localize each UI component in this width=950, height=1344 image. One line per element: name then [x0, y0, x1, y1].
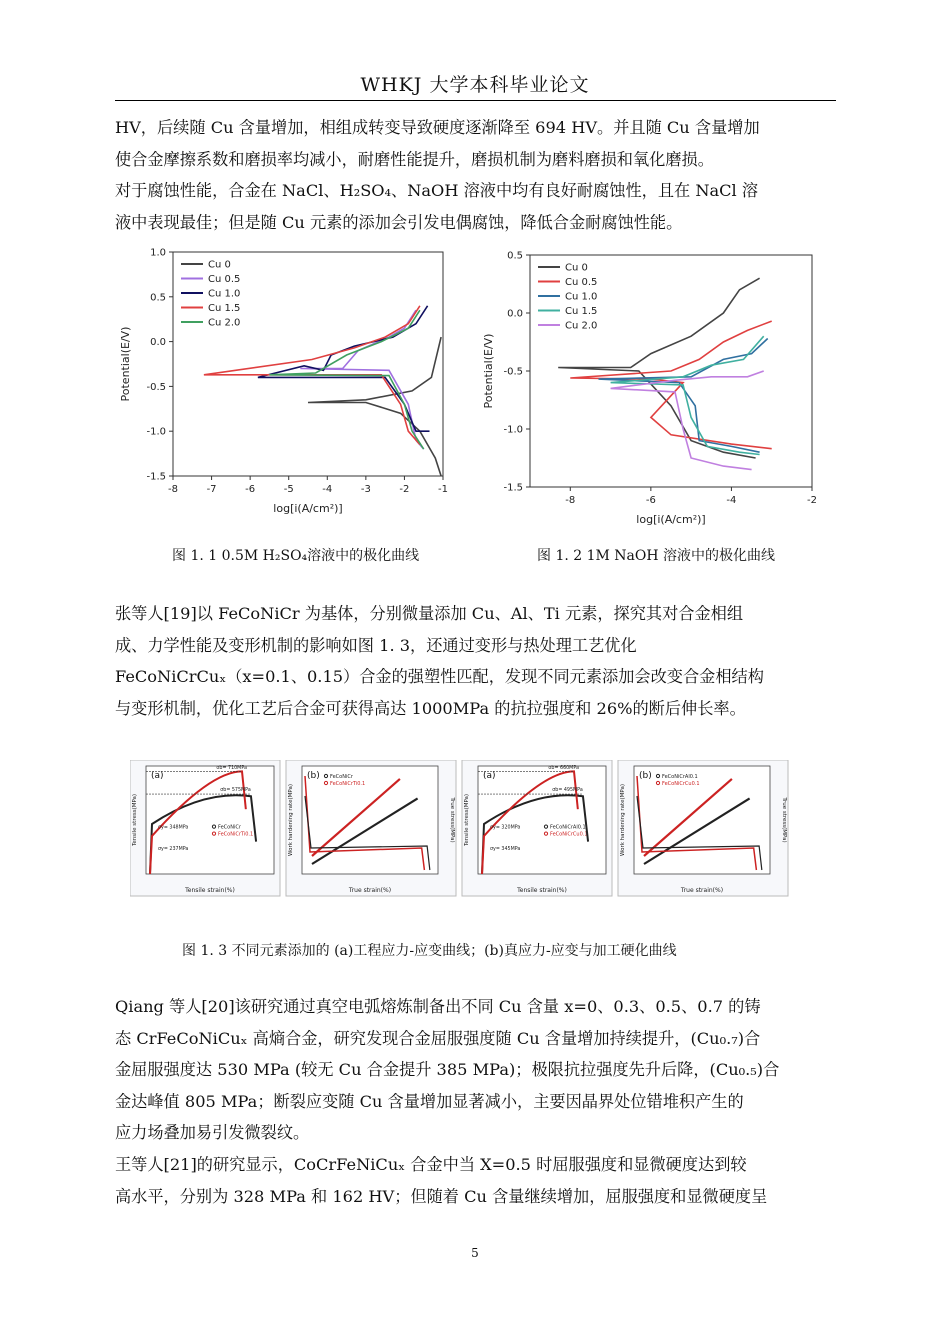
x-axis-label: Tensile strain(%): [517, 887, 567, 894]
text-line: 对于腐蚀性能，合金在 NaCl、H₂SO₄、NaOH 溶液中均有良好耐腐蚀性，且在 NaCl 溶: [115, 181, 759, 200]
x-tick-label: -2: [807, 495, 817, 506]
y-tick-label: -1.5: [146, 471, 166, 483]
figure-caption-1: 图 1. 1 0.5M H₂SO₄溶液中的极化曲线: [172, 548, 420, 564]
y-tick-label: 0.5: [150, 292, 166, 304]
x-tick-label: -8: [168, 484, 178, 495]
legend-label: Cu 0.5: [208, 274, 241, 285]
annotation: σb= 710MPa: [216, 766, 247, 772]
text-line: 与变形机制，优化工艺后合金可获得高达 1000MPa 的抗拉强度和 26%的断后伸长率。: [115, 698, 746, 718]
text-line: 使合金摩擦系数和磨损率均减小，耐磨性能提升，磨损机制为磨料磨损和氧化磨损。: [115, 149, 714, 169]
figure-caption-3: 图 1. 3 不同元素添加的 (a)工程应力-应变曲线；(b)真应力-应变与加工硬化曲线: [182, 943, 677, 959]
y-tick-label: -1.5: [503, 482, 523, 494]
text-line: 态 CrFeCoNiCuₓ 高熵合金，研究发现合金屈服强度随 Cu 含量增加持续提升，(Cu₀.₇)合: [115, 1028, 761, 1048]
page-header: WHKJ 大学本科毕业论文: [360, 74, 590, 96]
x-axis-label: log[i(A/cm²)]: [636, 513, 706, 526]
annotation: σb= 495MPa: [552, 787, 583, 793]
text-line: 王等人[21]的研究显示，CoCrFeNiCuₓ 合金中当 X=0.5 时屈服强度和显微硬度达到较: [115, 1155, 747, 1174]
annotation: σb= 660MPa: [548, 766, 579, 772]
text-line: 张等人[19]以 FeCoNiCr 为基体，分别微量添加 Cu、Al、Ti 元素，探究其对合金相组: [115, 604, 744, 623]
annotation: σy= 348MPa: [158, 825, 189, 831]
x-tick-label: -6: [245, 484, 256, 495]
x-axis-label: log[i(A/cm²)]: [273, 502, 343, 515]
legend-label: Cu 1.5: [565, 306, 598, 317]
plot-frame: [173, 252, 443, 476]
text-line: 金屈服强度达 530 MPa (较无 Cu 合金提升 385 MPa)；极限抗拉强度先升后降，(Cu₀.₅)合: [115, 1060, 780, 1079]
y-axis-label: Tensile stress(MPa): [464, 793, 470, 847]
y-tick-label: -1.0: [146, 426, 166, 438]
text-line: Qiang 等人[20]该研究通过真空电弧熔炼制备出不同 Cu 含量 x=0、0.3、0.5、0.7 的铸: [115, 997, 761, 1016]
y-axis-label: Work hardening rate(MPa): [620, 784, 626, 856]
y2-axis-label: True stress(MPa): [781, 797, 787, 843]
x-tick-label: -3: [360, 484, 371, 495]
legend-label: FeCoNiCrTi0.1: [330, 781, 366, 787]
text-line: 液中表现最佳；但是随 Cu 元素的添加会引发电偶腐蚀，降低合金耐腐蚀性能。: [115, 212, 683, 232]
panel-label: (b): [307, 771, 320, 781]
y-axis-label: Potential(E/V): [482, 333, 495, 409]
y-tick-label: -1.0: [503, 424, 523, 436]
legend-label: Cu 0: [565, 262, 588, 274]
annotation: σy= 237MPa: [158, 847, 189, 853]
legend-label: Cu 1.5: [208, 303, 241, 314]
figure-caption-2: 图 1. 2 1M NaOH 溶液中的极化曲线: [537, 548, 776, 564]
paragraph-2: [115, 598, 836, 724]
x-axis-label: True strain(%): [348, 887, 392, 894]
legend-label: FeCoNiCrTi0.1: [218, 831, 254, 838]
legend-label: Cu 1.0: [208, 288, 241, 300]
y-axis-label: Work hardening rate(MPa): [288, 784, 294, 856]
text-line: 金达峰值 805 MPa；断裂应变随 Cu 含量增加显著减小，主要因晶界处位错堆积产生的: [115, 1091, 744, 1111]
legend-label: Cu 2.0: [565, 320, 598, 332]
legend-label: Cu 0: [208, 259, 231, 271]
y-axis-label: Potential(E/V): [119, 326, 132, 402]
legend-label: FeCoNiCr: [330, 774, 353, 780]
x-tick-label: -8: [565, 495, 576, 506]
paragraph-1: [115, 112, 836, 238]
paragraph-4: [115, 1149, 836, 1212]
series-line: [300, 310, 423, 449]
x-tick-label: -4: [322, 484, 333, 495]
panel-label: (a): [483, 771, 496, 781]
annotation: σb= 575MPa: [220, 787, 251, 793]
annotation: σy= 345MPa: [490, 847, 521, 853]
panel-label: (a): [151, 771, 164, 781]
text-line: 应力场叠加易引发微裂纹。: [115, 1123, 310, 1142]
text-line: 高水平，分别为 328 MPa 和 162 HV；但随着 Cu 含量继续增加，屈服强度和显微硬度呈: [115, 1186, 768, 1206]
polarization-chart-h2so4: [115, 240, 455, 530]
y-tick-label: 0.0: [507, 308, 523, 320]
legend-label: FeCoNiCrCu0.1: [550, 831, 588, 838]
y-tick-label: 0.0: [150, 337, 166, 349]
header-rule: [115, 100, 836, 101]
y-tick-label: -0.5: [146, 381, 166, 393]
x-tick-label: -5: [283, 484, 294, 495]
tensile-curves-figure: [130, 760, 825, 900]
text-line: 成、力学性能及变形机制的影响如图 1. 3，还通过变形与热处理工艺优化: [115, 635, 637, 655]
x-tick-label: -2: [399, 484, 410, 495]
tensile-panel: [618, 760, 788, 896]
x-axis-label: True strain(%): [680, 887, 724, 894]
legend-label: FeCoNiCrAl0.1: [662, 774, 698, 780]
annotation: σy= 320MPa: [490, 825, 521, 831]
tensile-panel: [130, 760, 280, 896]
page-number: 5: [471, 1246, 479, 1260]
legend-label: Cu 2.0: [208, 317, 241, 329]
tensile-panel: [286, 760, 456, 896]
legend-label: Cu 0.5: [565, 277, 598, 288]
tensile-panel: [462, 760, 612, 896]
text-line: FeCoNiCrCuₓ（x=0.1、0.15）合金的强塑性匹配，发现不同元素添加会改变合金相结构: [115, 667, 764, 686]
series-line: [599, 339, 768, 453]
y-tick-label: 1.0: [150, 247, 166, 259]
paragraph-3: [115, 991, 836, 1149]
legend-label: FeCoNiCrCu0.1: [662, 781, 700, 787]
series-line: [308, 337, 441, 476]
x-tick-label: -6: [645, 495, 656, 506]
legend-label: Cu 1.0: [565, 291, 598, 303]
panel-label: (b): [639, 771, 652, 781]
text-line: HV，后续随 Cu 含量增加，相组成转变导致硬度逐渐降至 694 HV。并且随 Cu 含量增加: [115, 118, 760, 137]
x-axis-label: Tensile strain(%): [185, 887, 235, 894]
y-axis-label: Tensile stress(MPa): [132, 793, 138, 847]
x-tick-label: -1: [438, 484, 448, 495]
x-tick-label: -4: [726, 495, 737, 506]
legend-label: FeCoNiCr: [218, 824, 241, 831]
legend-label: FeCoNiCrAl0.1: [550, 824, 586, 831]
polarization-chart-naoh: [478, 240, 823, 530]
y-tick-label: -0.5: [503, 366, 523, 378]
x-tick-label: -7: [206, 484, 217, 495]
y-tick-label: 0.5: [507, 250, 523, 262]
y2-axis-label: True stress(MPa): [449, 797, 455, 843]
